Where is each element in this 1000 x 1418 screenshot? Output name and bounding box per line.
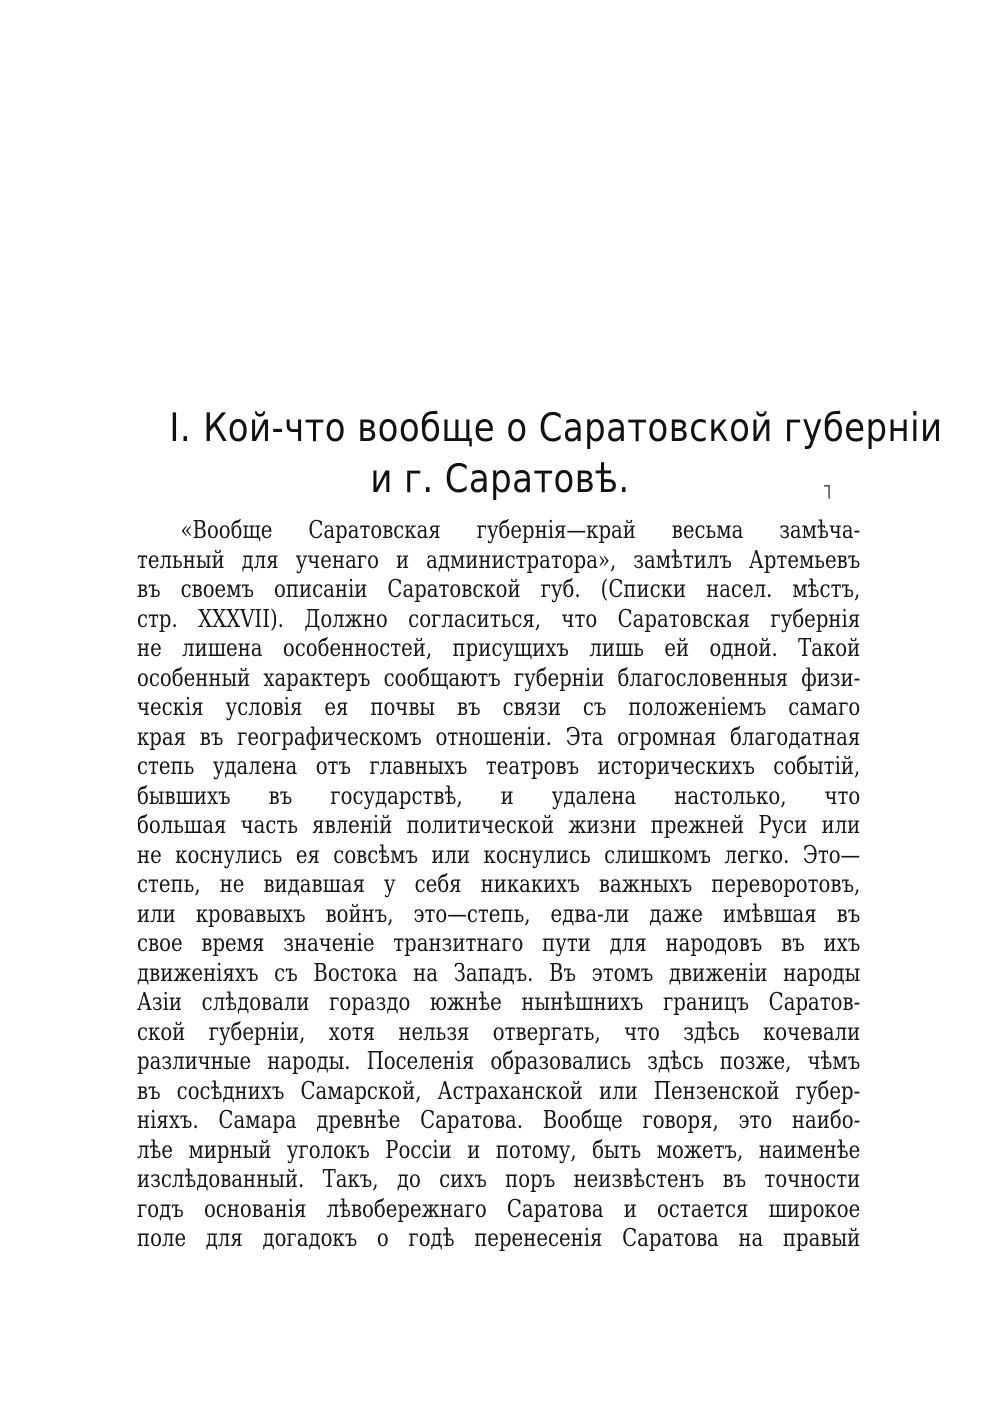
chapter-heading-line-1 xyxy=(169,403,943,454)
text-line: бывшихъ въ государствѣ, и удалена настолько, что xyxy=(137,781,861,810)
body-paragraph xyxy=(137,516,860,1254)
text-line: годъ основанія лѣвобережнаго Саратова и остается широкое xyxy=(137,1194,861,1223)
text-line: изслѣдованный. Такъ, до сихъ поръ неизвѣстенъ въ точности xyxy=(137,1165,861,1193)
chapter-heading xyxy=(169,403,943,505)
chapter-title-line-2: и г. Саратовѣ. xyxy=(370,457,630,502)
text-line: или кровавыхъ войнъ, это—степь, едва-ли даже имѣвшая въ xyxy=(137,899,861,928)
chapter-number: I. xyxy=(169,406,192,451)
text-line: не лишена особенностей, присущихъ лишь ей одной. Такой xyxy=(137,634,861,662)
text-line: въ своемъ описаніи Саратовской губ. (Списки насел. мѣстъ, xyxy=(137,575,861,603)
text-line: степь удалена отъ главныхъ театровъ историческихъ событій, xyxy=(137,752,861,780)
text-line: свое время значеніе транзитнаго пути для народовъ въ ихъ xyxy=(137,929,861,957)
text-line: особенный характеръ сообщаютъ губерніи благословенныя физи- xyxy=(137,663,861,692)
text-line: степь, не видавшая у себя никакихъ важныхъ переворотовъ, xyxy=(137,870,861,898)
margin-mark: ˥ xyxy=(822,480,832,504)
text-line: различные народы. Поселенія образовались здѣсь позже, чѣмъ xyxy=(137,1047,861,1075)
text-line: ческія условія ея почвы въ связи съ положеніемъ самаго xyxy=(137,693,861,721)
text-line: ніяхъ. Самара древнѣе Саратова. Вообще говоря, это наибо- xyxy=(137,1106,861,1134)
text-line: движеніяхъ съ Востока на Западъ. Въ этомъ движеніи народы xyxy=(137,958,861,987)
text-line: тельный для ученаго и администратора», замѣтилъ Артемьевъ xyxy=(137,545,861,574)
text-line: въ сосѣднихъ Самарской, Астраханской или Пензенской губер- xyxy=(137,1076,861,1105)
chapter-title-line-1: Кой-что вообще о Саратовской губерніи xyxy=(203,406,943,451)
text-line: Азіи слѣдовали гораздо южнѣе нынѣшнихъ границъ Саратов- xyxy=(137,988,861,1016)
text-line: стр. XXXVII). Должно согласиться, что Саратовская губернія xyxy=(137,604,861,633)
text-line: не коснулись ея совсѣмъ или коснулись слишкомъ легко. Это— xyxy=(137,840,861,869)
text-line: ской губерніи, хотя нельзя отвергать, что здѣсь кочевали xyxy=(137,1017,861,1046)
text-line: края въ географическомъ отношеніи. Эта огромная благодатная xyxy=(137,722,861,751)
text-line: лѣе мирный уголокъ Россіи и потому, быть можетъ, наименѣе xyxy=(137,1135,861,1164)
text-line: большая часть явленій политической жизни прежней Руси или xyxy=(137,811,861,839)
text-line: «Вообще Саратовская губернія—край весьма замѣча- xyxy=(180,516,861,544)
text-line: поле для догадокъ о годѣ перенесенія Саратова на правый xyxy=(137,1224,861,1252)
